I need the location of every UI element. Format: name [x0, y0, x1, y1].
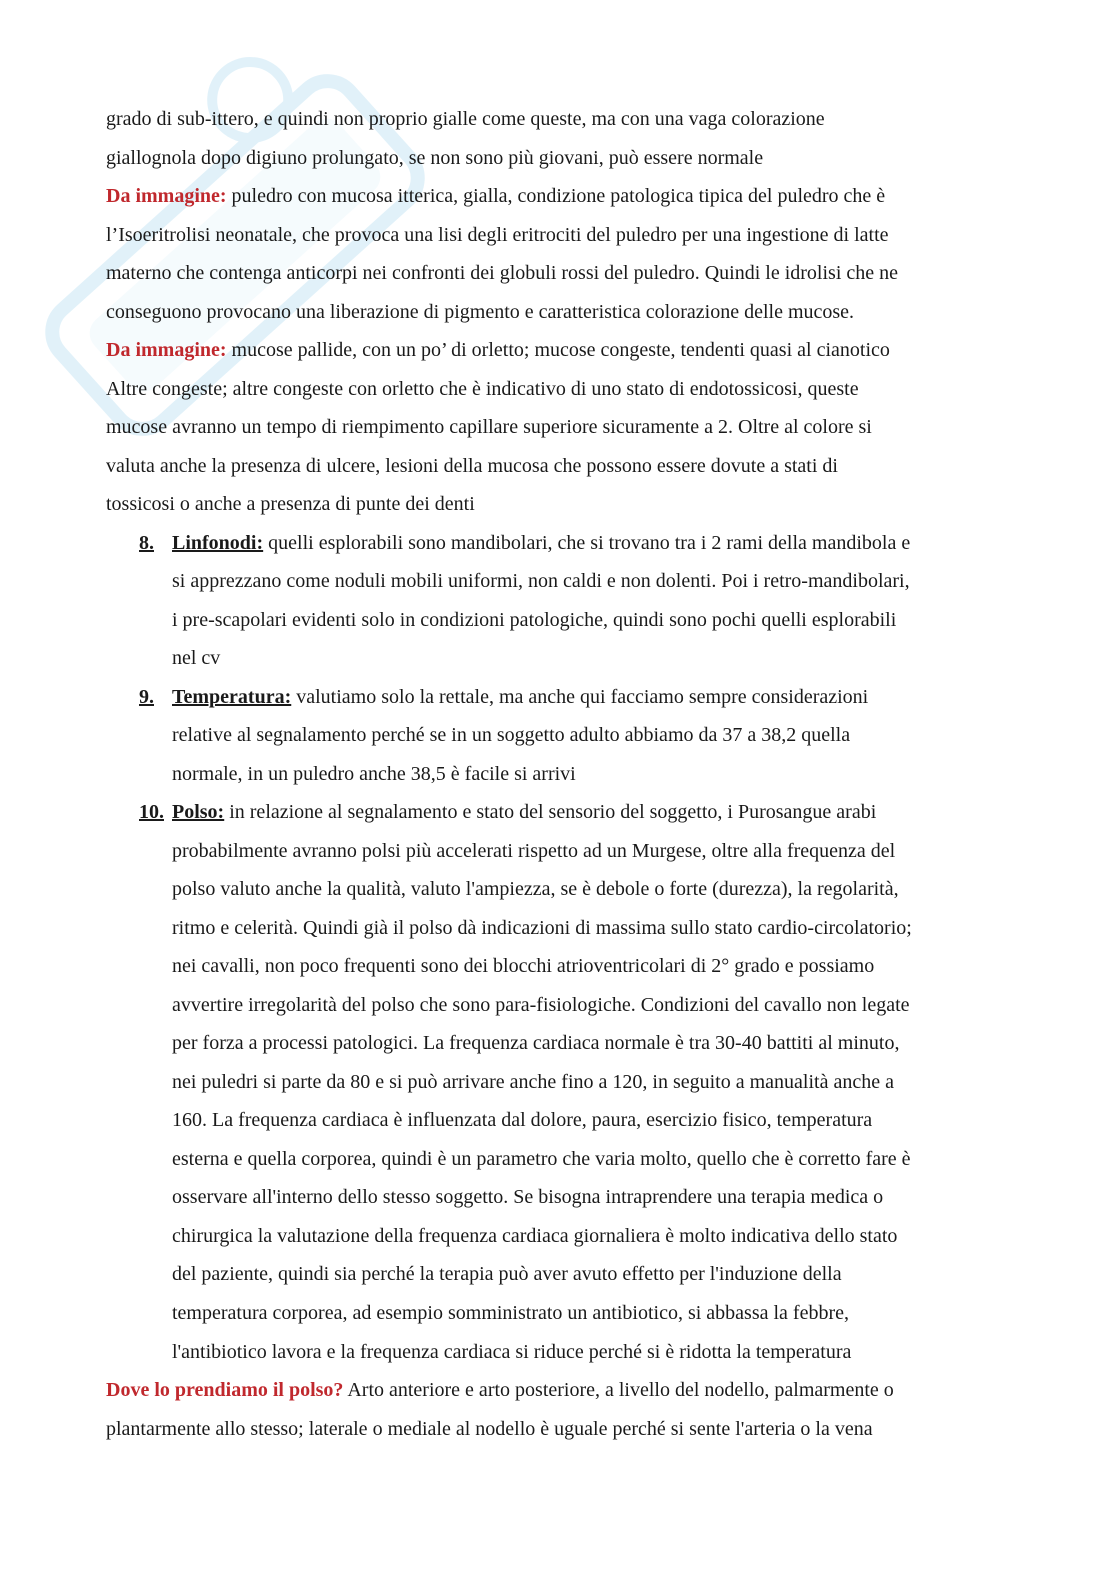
list-item-number: 9. — [139, 685, 154, 708]
body-line: si apprezzano come noduli mobili uniformi, non caldi e non dolenti. Poi i retro-mandibolari, — [172, 570, 910, 593]
body-line: chirurgica la valutazione della frequenza cardiaca giornaliera è molto indicativa dello stato — [172, 1224, 898, 1247]
body-line: avvertire irregolarità del polso che sono para-fisiologiche. Condizioni del cavallo non legate — [172, 993, 910, 1016]
body-text: in relazione al segnalamento e stato del sensorio del soggetto, i Purosangue arabi — [224, 801, 877, 824]
paragraph-intro — [106, 100, 1016, 177]
body-line: conseguono provocano una liberazione di pigmento e caratteristica colorazione delle mucose. — [106, 300, 855, 323]
body-line — [172, 678, 1016, 717]
body-line: osservare all'interno dello stesso soggetto. Se bisogna intraprendere una terapia medica o — [172, 1186, 884, 1209]
body-line: temperatura corporea, ad esempio somministrato un antibiotico, si abbassa la febbre, — [172, 1301, 850, 1324]
section-label: Dove lo prendiamo il polso? — [106, 1379, 344, 1402]
body-line: esterna e quella corporea, quindi è un parametro che varia molto, quello che è corretto fare è — [172, 1147, 911, 1170]
list-item-temperatura — [106, 678, 1016, 794]
body-line: del paziente, quindi sia perché la terapia può aver avuto effetto per l'induzione della — [172, 1263, 842, 1286]
body-line: polso valuto anche la qualità, valuto l'ampiezza, se è debole o forte (durezza), la regolarità, — [172, 878, 899, 901]
section-label: Da immagine: — [106, 185, 227, 208]
paragraph-pulse-location — [106, 1371, 1016, 1448]
list-item-linfonodi — [106, 524, 1016, 678]
body-line: tossicosi o anche a presenza di punte dei denti — [106, 493, 475, 516]
body-line: relative al segnalamento perché se in un soggetto adulto abbiamo da 37 a 38,2 quella — [172, 724, 851, 747]
list-item-polso — [106, 793, 1016, 1371]
body-line: per forza a processi patologici. La frequenza cardiaca normale è tra 30-40 battiti al minuto, — [172, 1032, 900, 1055]
paragraph-image-note-mucosa — [106, 331, 1016, 524]
body-text: mucose pallide, con un po’ di orletto; mucose congeste, tendenti quasi al cianotico — [226, 339, 890, 362]
body-line: nel cv — [172, 647, 221, 670]
body-line — [106, 1371, 1016, 1410]
list-item-number: 10. — [139, 801, 164, 824]
body-line: materno che contenga anticorpi nei confronti dei globuli rossi del puledro. Quindi le idrolisi che ne — [106, 262, 899, 285]
body-line: l’Isoeritrolisi neonatale, che provoca una lisi degli eritrociti del puledro per una ingestione di latte — [106, 223, 889, 246]
body-line — [172, 793, 1016, 832]
body-line: nei cavalli, non poco frequenti sono dei blocchi atrioventricolari di 2° grado e possiamo — [172, 955, 875, 978]
body-text: quelli esplorabili sono mandibolari, che si trovano tra i 2 rami della mandibola e — [263, 531, 911, 554]
body-text: Arto anteriore e arto posteriore, a livello del nodello, palmarmente o — [343, 1379, 894, 1402]
body-text: valutiamo solo la rettale, ma anche qui facciamo sempre considerazioni — [291, 685, 869, 708]
body-line: Altre congeste; altre congeste con orletto che è indicativo di uno stato di endotossicosi, queste — [106, 377, 859, 400]
list-item-number: 8. — [139, 531, 154, 554]
body-line: i pre-scapolari evidenti solo in condizioni patologiche, quindi sono pochi quelli esplorabili — [172, 608, 897, 631]
body-line — [106, 331, 1016, 370]
section-label: Da immagine: — [106, 339, 227, 362]
list-item-label: Linfonodi: — [172, 531, 264, 554]
body-line: nei puledri si parte da 80 e si può arrivare anche fino a 120, in seguito a manualità anche a — [172, 1070, 894, 1093]
body-line: 160. La frequenza cardiaca è influenzata dal dolore, paura, esercizio fisico, temperatura — [172, 1109, 873, 1132]
body-line: l'antibiotico lavora e la frequenza cardiaca si riduce perché si è ridotta la temperatura — [172, 1340, 852, 1363]
body-line — [172, 524, 1016, 563]
document-body — [106, 100, 1016, 1448]
paragraph-image-note-jaundice — [106, 177, 1016, 331]
body-line: normale, in un puledro anche 38,5 è facile si arrivi — [172, 762, 576, 785]
body-line: grado di sub-ittero, e quindi non proprio gialle come queste, ma con una vaga colorazione — [106, 108, 825, 130]
body-text: puledro con mucosa itterica, gialla, condizione patologica tipica del puledro che è — [226, 185, 886, 208]
body-line — [106, 177, 1016, 216]
list-item-label: Polso: — [172, 801, 225, 824]
body-line: giallognola dopo digiuno prolungato, se non sono più giovani, può essere normale — [106, 146, 764, 169]
body-line: valuta anche la presenza di ulcere, lesioni della mucosa che possono essere dovute a stati di — [106, 454, 838, 477]
body-line: probabilmente avranno polsi più accelerati rispetto ad un Murgese, oltre alla frequenza del — [172, 839, 896, 862]
body-line: ritmo e celerità. Quindi già il polso dà indicazioni di massima sullo stato cardio-circolatorio; — [172, 916, 912, 939]
body-line: mucose avranno un tempo di riempimento capillare superiore sicuramente a 2. Oltre al colore si — [106, 416, 872, 439]
body-line: plantarmente allo stesso; laterale o mediale al nodello è uguale perché si sente l'arteria o la vena — [106, 1417, 873, 1440]
list-item-label: Temperatura: — [172, 685, 292, 708]
